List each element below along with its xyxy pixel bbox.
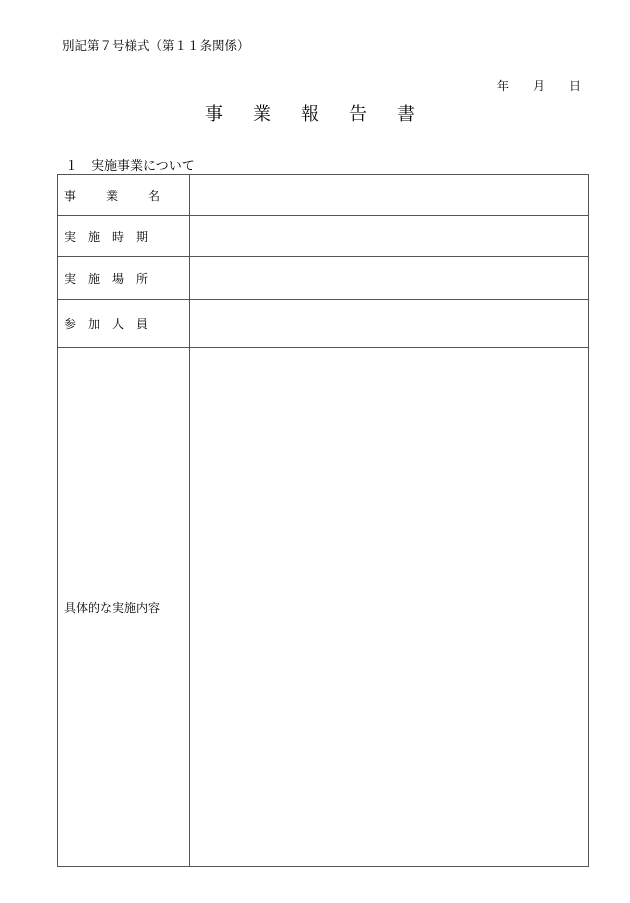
label-implementation-period: 実施時期: [58, 216, 190, 257]
table-row: [58, 348, 589, 867]
label-participants: 参加人員: [58, 300, 190, 348]
field-implementation-place[interactable]: [190, 257, 589, 300]
table-row: [58, 257, 589, 300]
field-project-name[interactable]: [190, 175, 589, 216]
field-specific-content[interactable]: [190, 348, 589, 867]
field-participants[interactable]: [190, 300, 589, 348]
field-implementation-period[interactable]: [190, 216, 589, 257]
label-specific-content: 具体的な実施内容: [58, 348, 190, 867]
form-reference: 別記第７号様式（第１１条関係）: [62, 38, 250, 53]
table-row: [58, 175, 589, 216]
document-title: 事業報告書: [205, 104, 445, 125]
label-project-name: 事業名: [58, 175, 190, 216]
table-row: [58, 300, 589, 348]
report-table: [57, 174, 589, 867]
date-line: 年 月 日: [496, 79, 581, 93]
section-heading: １ 実施事業について: [65, 159, 195, 174]
label-implementation-place: 実施場所: [58, 257, 190, 300]
table-row: [58, 216, 589, 257]
